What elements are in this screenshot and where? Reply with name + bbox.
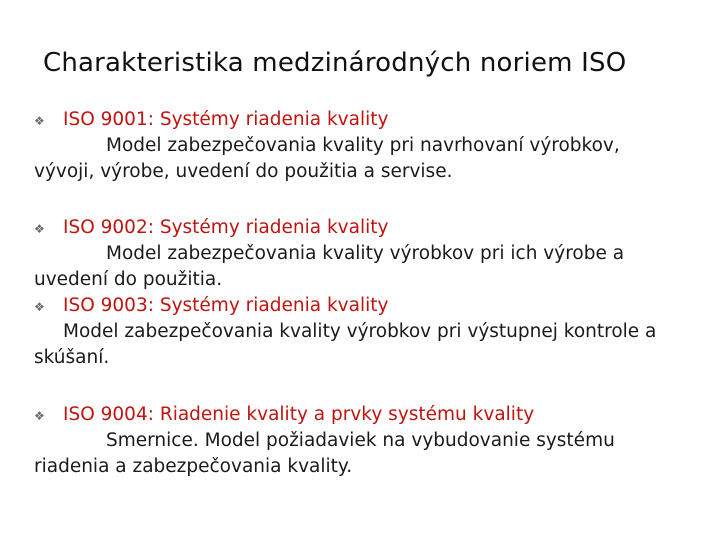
standard-description-line: uvedení do použitia. — [34, 269, 223, 290]
bullet-icon: ❖ — [34, 300, 45, 314]
standard-item-iso-9002 — [34, 215, 624, 293]
standard-description-line: riadenia a zabezpečovania kvality. — [34, 456, 353, 477]
standard-heading: ISO 9001: Systémy riadenia kvality — [63, 109, 389, 130]
standard-description-line: Model zabezpečovania kvality pri navrhovaní výrobkov, — [106, 135, 620, 156]
standard-description-line: Model zabezpečovania kvality výrobkov pri výstupnej kontrole a — [63, 321, 657, 342]
bullet-icon: ❖ — [34, 222, 45, 236]
slide-title: Charakteristika medzinárodných noriem ISO — [43, 48, 627, 78]
standard-item-iso-9003 — [34, 293, 656, 371]
standard-item-iso-9001 — [34, 107, 620, 185]
standard-heading: ISO 9002: Systémy riadenia kvality — [63, 217, 389, 238]
standard-item-iso-9004 — [34, 402, 615, 480]
bullet-icon: ❖ — [34, 114, 45, 128]
bullet-icon: ❖ — [34, 409, 45, 423]
standard-description-line: vývoji, výrobe, uvedení do použitia a servise. — [34, 161, 453, 182]
standard-description-line: skúšaní. — [34, 347, 110, 368]
standard-heading: ISO 9004: Riadenie kvality a prvky systému kvality — [63, 404, 535, 425]
standard-description-line: Smernice. Model požiadaviek na vybudovanie systému — [106, 430, 615, 451]
standard-heading: ISO 9003: Systémy riadenia kvality — [63, 295, 389, 316]
standard-description-line: Model zabezpečovania kvality výrobkov pri ich výrobe a — [106, 243, 625, 264]
